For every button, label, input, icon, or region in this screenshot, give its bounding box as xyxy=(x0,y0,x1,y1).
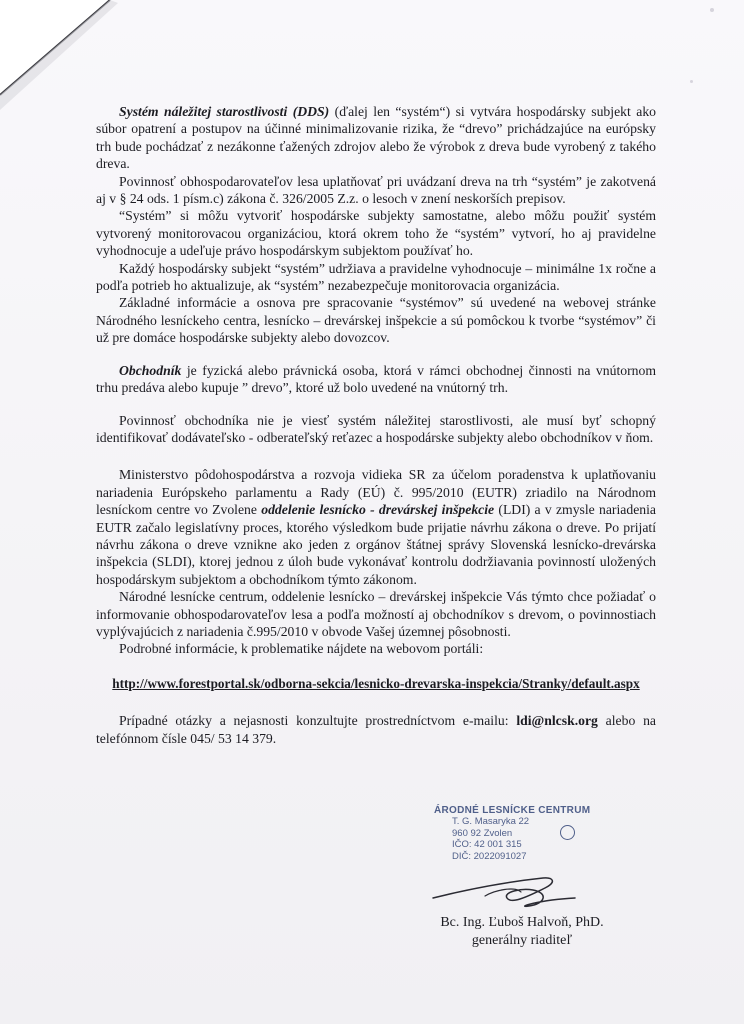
paragraph-portal-intro: Podrobné informácie, k problematike nájdete na webovom portáli: xyxy=(119,641,484,657)
paragraph-obligation: Povinnosť obhospodarovateľov lesa uplatňovať pri uvádzaní dreva na trh “systém” je zakotvená aj v § 24 ods. 1 písm.c) zákona č. 326/2005 Z.z. o lesoch v znení neskorších prepisov. xyxy=(96,173,656,207)
signer-title: generálny riaditeľ xyxy=(471,933,573,948)
paragraph-system-creation: “Systém” si môžu vytvoriť hospodárske subjekty samostatne, alebo môžu použiť systém vytvorený monitorovacou organizáciou, ktorá okrem toho že “systém” vytvorí, ho aj pravidelne vyhodnocuje a udeľuje právo hospodárskym subjektom používať ho. xyxy=(96,208,656,259)
stamp-name: ÁRODNÉ LESNÍCKE CENTRUM xyxy=(434,805,591,816)
paragraph-basic-info: Základné informácie a osnova pre spracovanie “systémov” sú uvedené na webovej stránke Národného lesníckeho centra, lesnícko – drevárskej inšpekcie a sú pomôckou k tvorbe “systémov” či už pre domáce hospodárske subjekty alebo dovozcov. xyxy=(96,295,656,346)
scan-speck xyxy=(710,8,714,12)
signer-name: Bc. Ing. Ľuboš Halvoň, PhD. xyxy=(440,915,604,930)
term-trader: Obchodník xyxy=(119,362,182,378)
portal-link[interactable]: http://www.forestportal.sk/odborna-sekcia/lesnicko-drevarska-inspekcia/Stranky/default.aspx xyxy=(112,675,640,691)
stamp-ico: IČO: 42 001 315 xyxy=(452,839,522,850)
paragraph-trader-obligation: Povinnosť obchodníka nie je viesť systém náležitej starostlivosti, ale musí byť schopný identifikovať dodávateľsko - odberateľský reťazec a hospodárske subjekty alebo obchodníkov v ňom. xyxy=(96,412,656,445)
paragraph-request: Národné lesnícke centrum, oddelenie lesnícko – drevárskej inšpekcie Vás týmto chce požiadať o informovanie obhospodarovateľov lesa a podľa možností aj obchodníkov s drevom, o povinnostiach vyplývajúcich z nariadenia č.995/2010 v obvode Vašej územnej pôsobnosti. xyxy=(96,589,656,639)
paragraph-dds-definition: Systém náležitej starostlivosti (DDS) (ďalej len “systém“) si vytvára hospodársky subjekt ako súbor opatrení a postupov na účinné minimalizovanie rizika, že “drevo” prichádzajúce na európsky trh bude pochádzať z nezákonne ťažených zdrojov alebo že výrobok z dreva bude vyrobený z takého dreva. xyxy=(96,104,657,172)
handwritten-signature xyxy=(425,868,595,918)
organization-stamp xyxy=(412,805,612,869)
stamp-address: T. G. Masaryka 22 xyxy=(452,816,530,827)
paragraph-trader-definition: Obchodník je fyzická alebo právnická osoba, ktorá v rámci obchodnej činnosti na vnútornom trhu predáva alebo kupuje ” drevo”, ktoré už bolo uvedené na vnútorný trh. xyxy=(96,362,656,396)
paragraph-evaluation: Každý hospodársky subjekt “systém” udržiava a pravidelne vyhodnocuje – minimálne 1x ročne a podľa potrieb ho aktualizuje, ak “systém” nezabezpečuje monitorovacia organizácia. xyxy=(96,260,656,294)
letter-body xyxy=(96,103,656,747)
stamp-city: 960 92 Zvolen xyxy=(452,827,513,839)
stamp-emblem-icon xyxy=(560,825,575,840)
term-dds: Systém náležitej starostlivosti (DDS) xyxy=(119,104,330,119)
stamp-dic: DIČ: 2022091027 xyxy=(452,850,527,862)
term-ldi: oddelenie lesnícko - drevárskej inšpekcie xyxy=(261,502,495,518)
scan-speck xyxy=(690,80,693,83)
paragraph-contact: Prípadné otázky a nejasnosti konzultujte prostredníctvom e-mailu: ldi@nlcsk.org alebo na telefónnom čísle 045/ 53 14 379. xyxy=(96,713,657,746)
paragraph-ministry: Ministerstvo pôdohospodárstva a rozvoja vidieka SR za účelom poradenstva k uplatňovaniu nariadenia Európskeho parlamentu a Rady (EÚ) č. 995/2010 (EUTR) zriadilo na Národnom lesníckom centre vo Zvolene oddelenie lesnícko - drevárskej inšpekcie (LDI) a v zmysle nariadenia EUTR začalo legislatívny proces, ktorého výsledkom bude prijatie návrhu zákona o dreve. Po prijatí návrhu zákona o dreve vznikne ako jeden z orgánov štátnej správy Slovenská lesnícko-drevárska inšpekcia (SLDI), ktorej jednou z úloh bude vykonávať kontrolu dodržiavania povinností uložených hospodárskym subjektom a obchodníkom týmto zákonom. xyxy=(96,467,656,587)
contact-email[interactable]: ldi@nlcsk.org xyxy=(516,713,598,729)
signer-block xyxy=(412,914,632,950)
